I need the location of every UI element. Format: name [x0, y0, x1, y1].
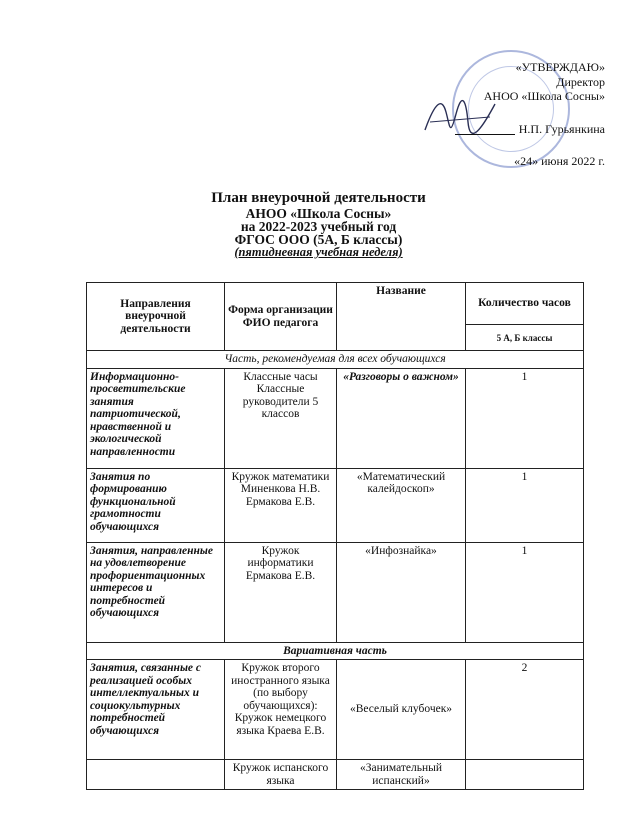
row-form: Кружок информатики Ермакова Е.В.: [225, 542, 337, 642]
approval-position: Директор: [556, 74, 605, 89]
header-form: Форма организации ФИО педагога: [225, 283, 337, 351]
row-name: «Веселый клубочек»: [337, 660, 466, 760]
title-week: (пятидневная учебная неделя): [234, 245, 403, 259]
section-mandatory: Часть, рекомендуемая для всех обучающихся: [87, 351, 584, 369]
row-form: Классные часы Классные руководители 5 классов: [225, 368, 337, 468]
approval-signer: Н.П. Гурьянкина: [518, 121, 605, 136]
title-year: на 2022-2023 учебный год: [240, 219, 397, 234]
table-row: [87, 468, 584, 542]
table-row: [87, 660, 584, 760]
section-variative: Вариативная часть: [87, 642, 584, 660]
row-hours: 1: [466, 468, 584, 542]
row-hours: 1: [466, 542, 584, 642]
approval-heading: «УТВЕРЖДАЮ»: [515, 60, 605, 74]
header-name: Название: [337, 283, 466, 351]
section-row: [87, 351, 584, 369]
row-hours: [466, 760, 584, 790]
approval-organization: АНОО «Школа Сосны»: [483, 89, 605, 103]
row-hours: 2: [466, 660, 584, 760]
row-form: Кружок математики Миненкова Н.В. Ермакова Е.В.: [225, 468, 337, 542]
row-form: Кружок второго иностранного языка (по выбору обучающихся): Кружок немецкого языка Краева Е.В.: [225, 660, 337, 760]
approval-date: «24» июня 2022 г.: [514, 154, 605, 168]
title-standard: ФГОС ООО (5А, Б классы): [234, 232, 403, 247]
table-header-row: [87, 283, 584, 325]
activity-plan-table: [86, 282, 584, 790]
row-form: Кружок испанского языка: [225, 760, 337, 790]
table-row: [87, 760, 584, 790]
row-direction: Информационно-просветительские занятия патриотической, нравственной и экологической направленности: [87, 368, 225, 468]
row-direction: Занятия, направленные на удовлетворение профориентационных интересов и потребностей обучающихся: [87, 542, 225, 642]
header-hours: Количество часов: [466, 283, 584, 325]
row-direction: Занятия, связанные с реализацией особых интеллектуальных и социокультурных потребностей обучающихся: [87, 660, 225, 760]
table-row: [87, 542, 584, 642]
header-hours-classes: 5 А, Б классы: [466, 325, 584, 351]
row-direction: [87, 760, 225, 790]
title-main: План внеурочной деятельности: [211, 190, 426, 206]
row-name: «Инфознайка»: [337, 542, 466, 642]
table-row: [87, 368, 584, 468]
title-school: АНОО «Школа Сосны»: [245, 206, 392, 221]
row-name: «Занимательный испанский»: [337, 760, 466, 790]
section-row: [87, 642, 584, 660]
row-direction: Занятия по формированию функциональной грамотности обучающихся: [87, 468, 225, 542]
row-name: «Разговоры о важном»: [337, 368, 466, 468]
row-name: «Математический калейдоскоп»: [337, 468, 466, 542]
header-direction: Направления внеурочной деятельности: [87, 283, 225, 351]
row-hours: 1: [466, 368, 584, 468]
approval-block: [455, 60, 605, 169]
approval-signer-line: [455, 122, 605, 137]
signature-line: [455, 134, 515, 135]
document-title: [0, 190, 637, 259]
